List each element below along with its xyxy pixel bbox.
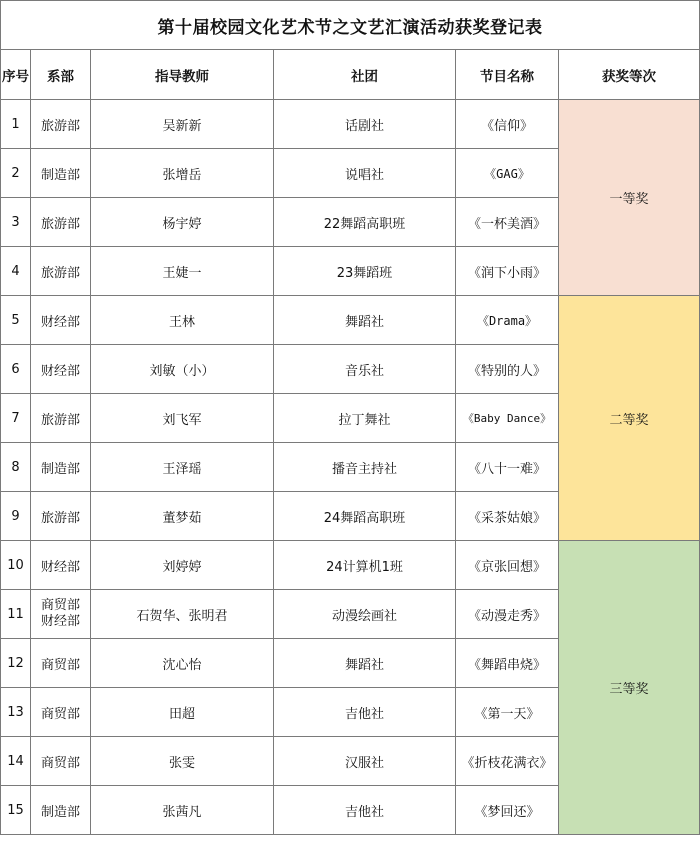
row-club: 拉丁舞社 — [274, 394, 456, 443]
row-department: 旅游部 — [31, 247, 91, 296]
row-teacher: 刘敏（小） — [91, 345, 274, 394]
row-department: 制造部 — [31, 443, 91, 492]
row-department: 商贸部 — [31, 639, 91, 688]
row-program: 《GAG》 — [456, 149, 559, 198]
row-program: 《梦回还》 — [456, 786, 559, 835]
row-department: 财经部 — [31, 541, 91, 590]
row-number: 9 — [1, 492, 31, 541]
table-row — [1, 541, 700, 590]
row-program: 《京张回想》 — [456, 541, 559, 590]
row-number: 3 — [1, 198, 31, 247]
row-number: 1 — [1, 100, 31, 149]
row-number: 8 — [1, 443, 31, 492]
header-row — [1, 50, 700, 100]
row-club: 吉他社 — [274, 786, 456, 835]
row-number: 4 — [1, 247, 31, 296]
row-teacher: 张雯 — [91, 737, 274, 786]
row-program: 《动漫走秀》 — [456, 590, 559, 639]
row-club: 舞蹈社 — [274, 639, 456, 688]
header-program: 节目名称 — [456, 50, 559, 100]
row-teacher: 田超 — [91, 688, 274, 737]
row-department: 商贸部 — [31, 737, 91, 786]
row-club: 23舞蹈班 — [274, 247, 456, 296]
row-number: 12 — [1, 639, 31, 688]
row-teacher: 石贺华、张明君 — [91, 590, 274, 639]
row-teacher: 沈心怡 — [91, 639, 274, 688]
award-level-third: 三等奖 — [559, 541, 700, 835]
row-program: 《信仰》 — [456, 100, 559, 149]
table-row — [1, 296, 700, 345]
row-number: 11 — [1, 590, 31, 639]
row-program: 《一杯美酒》 — [456, 198, 559, 247]
header-department: 系部 — [31, 50, 91, 100]
row-program: 《八十一难》 — [456, 443, 559, 492]
row-number: 2 — [1, 149, 31, 198]
row-department: 旅游部 — [31, 394, 91, 443]
row-program: 《折枝花满衣》 — [456, 737, 559, 786]
row-teacher: 吴新新 — [91, 100, 274, 149]
row-club: 舞蹈社 — [274, 296, 456, 345]
row-number: 15 — [1, 786, 31, 835]
row-program: 《舞蹈串烧》 — [456, 639, 559, 688]
row-department: 商贸部 — [31, 688, 91, 737]
row-teacher: 刘飞军 — [91, 394, 274, 443]
row-teacher: 王林 — [91, 296, 274, 345]
row-department: 制造部 — [31, 786, 91, 835]
header-teacher: 指导教师 — [91, 50, 274, 100]
award-level-first: 一等奖 — [559, 100, 700, 296]
row-club: 汉服社 — [274, 737, 456, 786]
row-teacher: 杨宇婷 — [91, 198, 274, 247]
row-program: 《Drama》 — [456, 296, 559, 345]
row-number: 14 — [1, 737, 31, 786]
award-level-second: 二等奖 — [559, 296, 700, 541]
row-number: 7 — [1, 394, 31, 443]
row-club: 24舞蹈高职班 — [274, 492, 456, 541]
row-program: 《特别的人》 — [456, 345, 559, 394]
row-teacher: 张增岳 — [91, 149, 274, 198]
header-club: 社团 — [274, 50, 456, 100]
row-number: 13 — [1, 688, 31, 737]
row-program: 《润下小雨》 — [456, 247, 559, 296]
row-number: 10 — [1, 541, 31, 590]
row-teacher: 王婕一 — [91, 247, 274, 296]
row-department: 制造部 — [31, 149, 91, 198]
row-club: 音乐社 — [274, 345, 456, 394]
row-teacher: 刘婷婷 — [91, 541, 274, 590]
row-number: 5 — [1, 296, 31, 345]
row-club: 吉他社 — [274, 688, 456, 737]
header-number: 序号 — [1, 50, 31, 100]
row-number: 6 — [1, 345, 31, 394]
table-title: 第十届校园文化艺术节之文艺汇演活动获奖登记表 — [1, 1, 700, 50]
row-department: 财经部 — [31, 296, 91, 345]
row-teacher: 王泽瑶 — [91, 443, 274, 492]
table-row — [1, 100, 700, 149]
row-program: 《采茶姑娘》 — [456, 492, 559, 541]
row-club: 话剧社 — [274, 100, 456, 149]
row-club: 22舞蹈高职班 — [274, 198, 456, 247]
row-department: 财经部 — [31, 345, 91, 394]
row-club: 说唱社 — [274, 149, 456, 198]
row-club: 24计算机1班 — [274, 541, 456, 590]
row-department-line: 商贸部 — [40, 598, 80, 613]
row-department — [31, 590, 91, 639]
row-teacher: 张茜凡 — [91, 786, 274, 835]
row-program: 《第一天》 — [456, 688, 559, 737]
row-department-line: 财经部 — [40, 614, 80, 629]
row-department: 旅游部 — [31, 100, 91, 149]
row-club: 播音主持社 — [274, 443, 456, 492]
row-program: 《Baby Dance》 — [456, 394, 559, 443]
row-department: 旅游部 — [31, 492, 91, 541]
row-teacher: 董梦茹 — [91, 492, 274, 541]
row-club: 动漫绘画社 — [274, 590, 456, 639]
row-department: 旅游部 — [31, 198, 91, 247]
header-award: 获奖等次 — [559, 50, 700, 100]
